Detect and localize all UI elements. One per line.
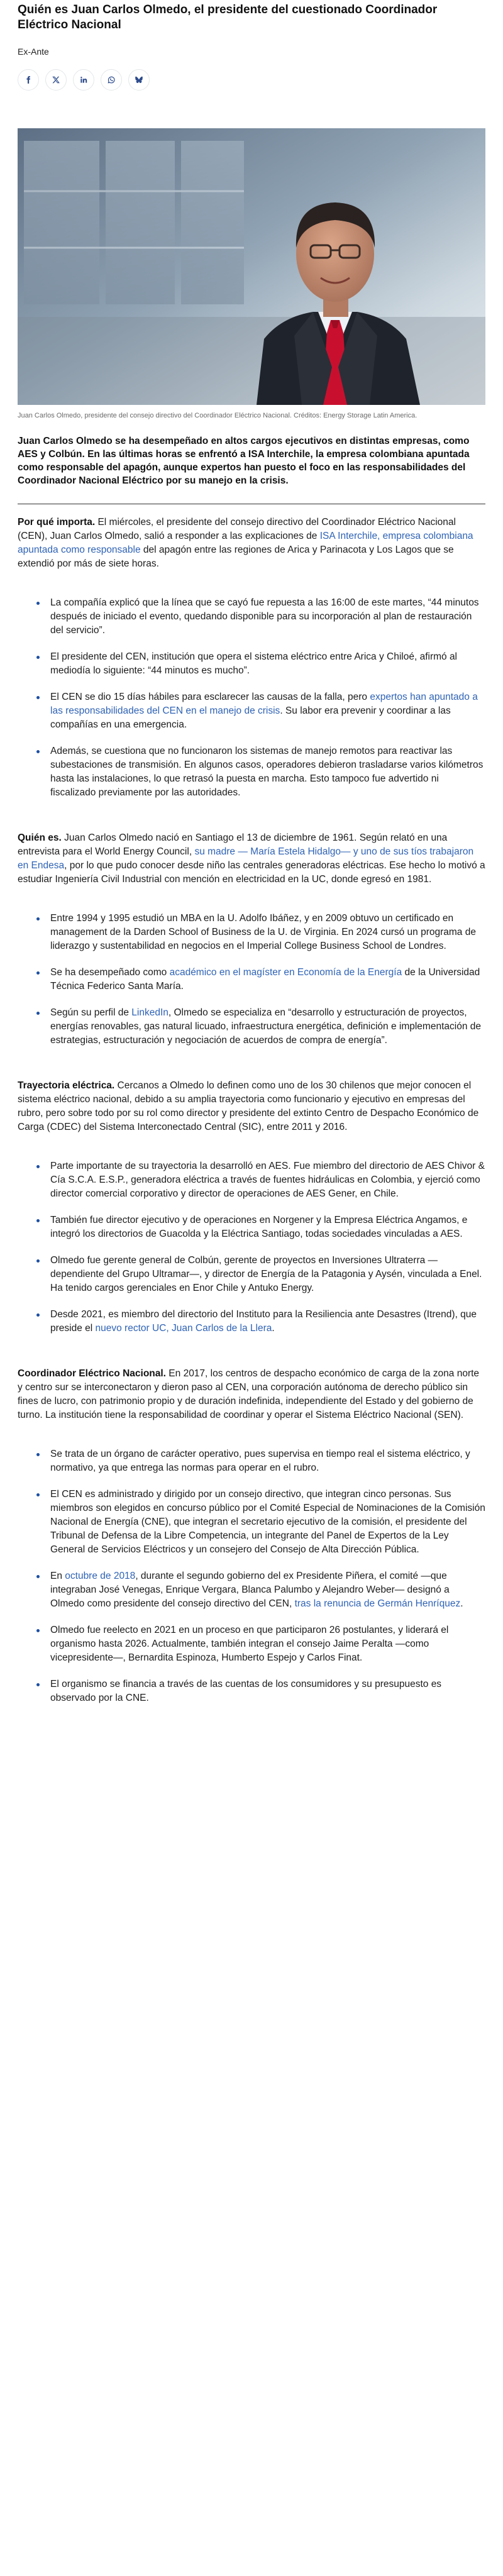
section-why-paragraph	[18, 516, 485, 571]
section-career	[18, 1079, 485, 1335]
share-linkedin-button[interactable]	[73, 69, 94, 91]
section-who-paragraph	[18, 831, 485, 887]
section-why-text-2: del apagón entre las regiones de Arica y Parinacota y Los Lagos que se extendió por más de siete horas.	[18, 544, 454, 569]
link-rector-uc[interactable]: nuevo rector UC, Juan Carlos de la Llera	[95, 1323, 272, 1334]
portrait-illustration	[18, 128, 485, 405]
list-item: El organismo se financia a través de las cuentas de los consumidores y su presupuesto es observado por la CNE.	[36, 1678, 485, 1705]
list-item-text: de la Universidad Técnica Federico Santa María.	[50, 967, 480, 992]
section-why-label: Por qué importa.	[18, 517, 96, 528]
section-cen-text-1: En 2017, los centros de despacho económico de carga de la zona norte y centro sur se interconectaron y dieron paso al CEN, una corporación autónoma de derecho público sin fines de lucro, con patrimonio propio y de duración indefinida, independiente del Estado y del gobierno de turno. La institución tiene la responsabilidad de coordinar y operar el Sistema Eléctrico Nacional (SEN).	[18, 1368, 480, 1420]
section-who-label: Quién es.	[18, 832, 62, 843]
list-item-text: El CEN se dio 15 días hábiles para esclarecer las causas de la falla, pero	[50, 692, 370, 702]
whatsapp-icon	[107, 75, 116, 84]
section-who	[18, 831, 485, 1048]
list-item-text: .	[272, 1323, 275, 1334]
list-item	[36, 1569, 485, 1611]
list-item-text: En	[50, 1571, 65, 1581]
list-item	[36, 1006, 485, 1048]
hero-photo	[18, 128, 485, 405]
list-item	[36, 966, 485, 993]
list-item: Olmedo fue gerente general de Colbún, gerente de proyectos en Inversiones Ultraterra —dependiente del Grupo Ultramar—, y director de Energía de la Patagonia y Aysén, vinculada a Enel. Ha tenido cargos gerenciales en Enor Chile y Antuko Energy.	[36, 1254, 485, 1295]
share-facebook-button[interactable]	[18, 69, 39, 91]
section-cen	[18, 1367, 485, 1705]
share-whatsapp-button[interactable]	[101, 69, 122, 91]
link-expertos-cen[interactable]: expertos han apuntado a las responsabilidades del CEN en el manejo de crisis	[50, 692, 478, 716]
list-item: Se trata de un órgano de carácter operativo, pues supervisa en tiempo real el sistema eléctrico, y normativo, ya que entrega las normas para operar en el rubro.	[36, 1447, 485, 1475]
link-renuncia-henriquez[interactable]: tras la renuncia de Germán Henríquez	[294, 1598, 461, 1609]
link-isa-interchile[interactable]: ISA Interchile, empresa colombiana apuntada como responsable	[18, 531, 473, 555]
share-bar	[18, 69, 485, 91]
link-academico[interactable]: académico en el magíster en Economía de la Energía	[169, 967, 402, 978]
share-x-button[interactable]	[45, 69, 67, 91]
section-why-bullets	[18, 596, 485, 800]
list-item: Parte importante de su trayectoria la desarrolló en AES. Fue miembro del directorio de AES Chivor & Cía S.C.A. E.S.P., generadora eléctrica a través de fuentes hidráulicas en Colombia, y ejerció como director comercial corporativo y director de operaciones de AES Gener, en Chile.	[36, 1159, 485, 1201]
section-cen-paragraph	[18, 1367, 485, 1422]
list-item-text: Desde 2021, es miembro del directorio del Instituto para la Resiliencia ante Desastres (Itrend), que preside el	[50, 1309, 477, 1334]
section-why	[18, 516, 485, 800]
linkedin-icon	[79, 75, 88, 84]
image-caption: Juan Carlos Olmedo, presidente del consejo directivo del Coordinador Eléctrico Nacional. Créditos: Energy Storage Latin America.	[18, 412, 417, 419]
section-career-bullets	[18, 1159, 485, 1335]
bluesky-icon	[135, 75, 143, 84]
article-title: Quién es Juan Carlos Olmedo, el presidente del cuestionado Coordinador Eléctrico Nacional	[18, 3, 438, 31]
section-who-text-1: Juan Carlos Olmedo nació en Santiago el 13 de diciembre de 1961. Según relató en una entrevista para el World Energy Council,	[18, 832, 448, 857]
facebook-icon	[24, 75, 33, 84]
list-item: Además, se cuestiona que no funcionaron los sistemas de manejo remotos para reactivar las subestaciones de transmisión. En algunos casos, operadores debieron trasladarse varios kilómetros hasta las instalaciones, lo que retrasó la puesta en marcha. Esto tampoco fue advertido ni fiscalizado previamente por las autoridades.	[36, 744, 485, 800]
link-linkedin[interactable]: LinkedIn	[131, 1007, 169, 1018]
list-item	[36, 690, 485, 732]
section-why-text-1: El miércoles, el presidente del consejo directivo del Coordinador Eléctrico Nacional (CEN), Juan Carlos Olmedo, salió a responder a las explicaciones de	[18, 517, 456, 541]
section-career-paragraph	[18, 1079, 485, 1134]
section-career-text-1: Cercanos a Olmedo lo definen como uno de los 30 chilenos que mejor conocen el sistema eléctrico nacional, debido a su amplia trayectoria como funcionario y ejecutivo en empresas del rubro, pero sobre todo por su rol como director y presidente del extinto Centro de Despacho Económico de Carga (CDEC) del Sistema Interconectado Central (SIC), entre 2011 y 2016.	[18, 1080, 479, 1132]
list-item: Olmedo fue reelecto en 2021 en un proceso en que participaron 26 postulantes, y liderará el organismo hasta 2026. Actualmente, también integran el consejo Jaime Peralta —como vicepresidente—, Bernardita Espinoza, Humberto Espejo y Carlos Finat.	[36, 1623, 485, 1665]
list-item: El CEN es administrado y dirigido por un consejo directivo, que integran cinco personas. Sus miembros son elegidos en concurso público por el Comité Especial de Nominaciones de la Comisión Nacional de Energía (CNE), que integran el secretario ejecutivo de la comisión, el presidente del Tribunal de Defensa de la Libre Competencia, un integrante del Panel de Expertos de la Ley General de Servicios Eléctricos y un consejero del Consejo de Alta Dirección Pública.	[36, 1488, 485, 1557]
list-item-text: , durante el segundo gobierno del ex Presidente Piñera, el comité —que integraban José Venegas, Enrique Vergara, Blanca Palumbo y Alejandro Weber— designó a Olmedo como presidente del consejo directivo del CEN,	[50, 1571, 450, 1609]
link-octubre-2018[interactable]: octubre de 2018	[65, 1571, 136, 1581]
section-career-label: Trayectoria eléctrica.	[18, 1080, 115, 1091]
list-item-text: . Su labor era prevenir y coordinar a las compañías en una emergencia.	[50, 705, 451, 730]
list-item	[36, 1308, 485, 1335]
list-item: También fue director ejecutivo y de operaciones en Norgener y la Empresa Eléctrica Angamos, e integró los directorios de Guacolda y la Eléctrica Santiago, todas sociedades vinculadas a AES.	[36, 1213, 485, 1241]
section-who-text-2: , por lo que pudo conocer desde niño las centrales generadoras eléctricas. Ese hecho lo motivó a estudiar Ingeniería Civil Industrial con mención en electricidad en la UC, donde egresó en 1981.	[18, 860, 485, 885]
list-item-text: , Olmedo se especializa en “desarrollo y estructuración de proyectos, energías renovables, gas natural licuado, infraestructura energética, definición e implementación de estrategias, estructuración y negociación de acuerdos de compra de energía”.	[50, 1007, 481, 1046]
link-madre-endesa[interactable]: su madre — María Estela Hidalgo— y uno de sus tíos trabajaron en Endesa	[18, 846, 474, 871]
author-name: Ex-Ante	[18, 47, 49, 57]
list-item: El presidente del CEN, institución que opera el sistema eléctrico entre Arica y Chiloé, afirmó al mediodía lo siguiente: “44 minutos es mucho”.	[36, 650, 485, 678]
list-item-text: Según su perfil de	[50, 1007, 132, 1018]
x-icon	[52, 75, 60, 84]
section-cen-label: Coordinador Eléctrico Nacional.	[18, 1368, 166, 1379]
section-cen-bullets	[18, 1447, 485, 1705]
section-who-bullets	[18, 912, 485, 1048]
list-item: Entre 1994 y 1995 estudió un MBA en la U. Adolfo Ibáñez, y en 2009 obtuvo un certificado en management de la Darden School of Business de la U. de Virginia. En 2024 cursó un programa de liderazgo y sustentabilidad en negocios en el Imperial College Business School de Londres.	[36, 912, 485, 953]
list-item-text: Se ha desempeñado como	[50, 967, 170, 978]
share-bluesky-button[interactable]	[128, 69, 150, 91]
list-item: La compañía explicó que la línea que se cayó fue repuesta a las 16:00 de este martes, “44 minutos después de iniciado el evento, quedando disponible para su incorporación al plan de restauración del servicio”.	[36, 596, 485, 638]
list-item-text: .	[460, 1598, 463, 1609]
article-lead: Juan Carlos Olmedo se ha desempeñado en altos cargos ejecutivos en distintas empresas, como AES y Colbún. En las últimas horas se enfrentó a ISA Interchile, la empresa colombiana apuntada como responsable del apagón, aunque expertos han puesto el foco en las responsabilidades del Coordinador Nacional Eléctrico por su manejo en la crisis.	[18, 436, 470, 486]
